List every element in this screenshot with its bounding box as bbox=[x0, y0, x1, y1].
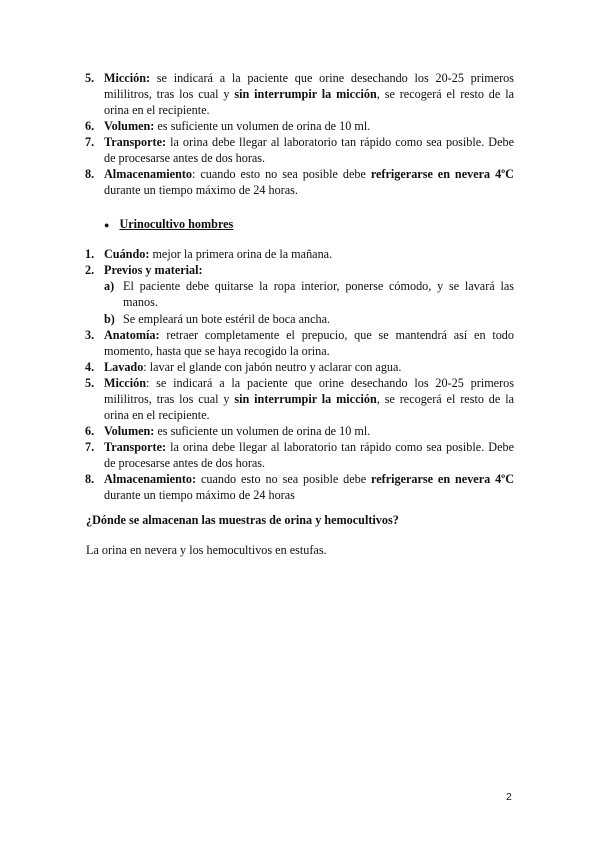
item-number: 8. bbox=[85, 472, 95, 486]
item-text: es suficiente un volumen de orina de 10 ml. bbox=[154, 424, 371, 438]
sublist-item bbox=[104, 311, 514, 327]
list-item-transporte bbox=[85, 439, 514, 471]
item-number: 6. bbox=[85, 424, 95, 438]
item-text: durante un tiempo máximo de 24 horas. bbox=[104, 183, 298, 197]
item-number: 7. bbox=[85, 135, 95, 149]
item-label: Micción bbox=[104, 376, 146, 390]
answer-paragraph: La orina en nevera y los hemocultivos en estufas. bbox=[86, 543, 327, 557]
urinocultivo-hombres-list bbox=[85, 246, 514, 503]
item-text: durante un tiempo máximo de 24 horas bbox=[104, 488, 295, 502]
item-text: : lavar el glande con jabón neutro y aclarar con agua. bbox=[143, 360, 402, 374]
list-item-miccion bbox=[85, 70, 514, 118]
list-item-transporte bbox=[85, 134, 514, 166]
item-emphasis: sin interrumpir la micción bbox=[234, 392, 377, 406]
list-item-almacenamiento bbox=[85, 471, 514, 503]
item-text: , se recogerá el resto de la orina en el recipiente. bbox=[104, 392, 514, 422]
item-emphasis: refrigerarse en nevera 4ºC bbox=[371, 472, 514, 486]
section-title-text: Urinocultivo hombres bbox=[119, 217, 234, 231]
item-text: es suficiente un volumen de orina de 10 ml. bbox=[154, 119, 371, 133]
page-number: 2 bbox=[506, 791, 512, 803]
item-number: 6. bbox=[85, 119, 95, 133]
item-label: Transporte: bbox=[104, 135, 167, 149]
list-item-miccion bbox=[85, 375, 514, 423]
item-text: : cuando esto no sea posible debe bbox=[192, 167, 371, 181]
item-label: Transporte: bbox=[104, 440, 167, 454]
list-item-volumen bbox=[85, 423, 514, 439]
list-item-lavado bbox=[85, 359, 514, 375]
item-number: 5. bbox=[85, 71, 95, 85]
sublist-letter: b) bbox=[104, 312, 115, 326]
urinocultivo-mujeres-list bbox=[85, 70, 514, 198]
list-item-previos bbox=[85, 262, 514, 327]
list-item-cuando bbox=[85, 246, 514, 262]
item-label: Previos y material: bbox=[104, 263, 203, 277]
question-heading: ¿Dónde se almacenan las muestras de orina y hemocultivos? bbox=[86, 513, 399, 527]
section-heading bbox=[104, 216, 233, 233]
item-number: 3. bbox=[85, 328, 95, 342]
item-number: 8. bbox=[85, 167, 95, 181]
item-text: se indicará a la paciente que orine desechando los 20-25 primeros mililitros, tras los cual y bbox=[104, 71, 514, 101]
sublist-text: Se empleará un bote estéril de boca ancha. bbox=[123, 312, 331, 326]
item-text: retraer completamente el prepucio, que se mantendrá así en todo momento, hasta que se haya recogido la orina. bbox=[104, 328, 514, 358]
list-item-almacenamiento bbox=[85, 166, 514, 198]
list-item-anatomia bbox=[85, 327, 514, 359]
sublist-item bbox=[104, 278, 514, 310]
item-number: 5. bbox=[85, 376, 95, 390]
item-label: Lavado bbox=[104, 360, 144, 374]
bullet-icon: ● bbox=[104, 220, 110, 230]
item-number: 2. bbox=[85, 263, 95, 277]
sublist-letter: a) bbox=[104, 279, 115, 293]
item-label: Almacenamiento bbox=[104, 167, 193, 181]
item-number: 7. bbox=[85, 440, 95, 454]
item-text: mejor la primera orina de la mañana. bbox=[149, 247, 333, 261]
item-number: 4. bbox=[85, 360, 95, 374]
item-text: la orina debe llegar al laboratorio tan rápido como sea posible. Debe de procesarse antes de dos horas. bbox=[104, 440, 514, 470]
sublist-text: El paciente debe quitarse la ropa interior, ponerse cómodo, y se lavará las manos. bbox=[123, 279, 514, 309]
item-emphasis: refrigerarse en nevera 4ºC bbox=[370, 167, 514, 181]
item-label: Volumen: bbox=[104, 119, 155, 133]
item-text: cuando esto no sea posible debe bbox=[196, 472, 372, 486]
item-emphasis: sin interrumpir la micción bbox=[234, 87, 377, 101]
item-text: la orina debe llegar al laboratorio tan rápido como sea posible. Debe de procesarse antes de dos horas. bbox=[104, 135, 514, 165]
item-label: Cuándo: bbox=[104, 247, 150, 261]
item-text: : se indicará a la paciente que orine desechando los 20-25 primeros mililitros, tras los cual y bbox=[104, 376, 514, 406]
item-number: 1. bbox=[85, 247, 95, 261]
item-label: Anatomía: bbox=[104, 328, 160, 342]
item-text: , se recogerá el resto de la orina en el recipiente. bbox=[104, 87, 514, 117]
list-item-volumen bbox=[85, 118, 514, 134]
item-label: Almacenamiento: bbox=[104, 472, 197, 486]
item-label: Volumen: bbox=[104, 424, 155, 438]
item-label: Micción: bbox=[104, 71, 151, 85]
